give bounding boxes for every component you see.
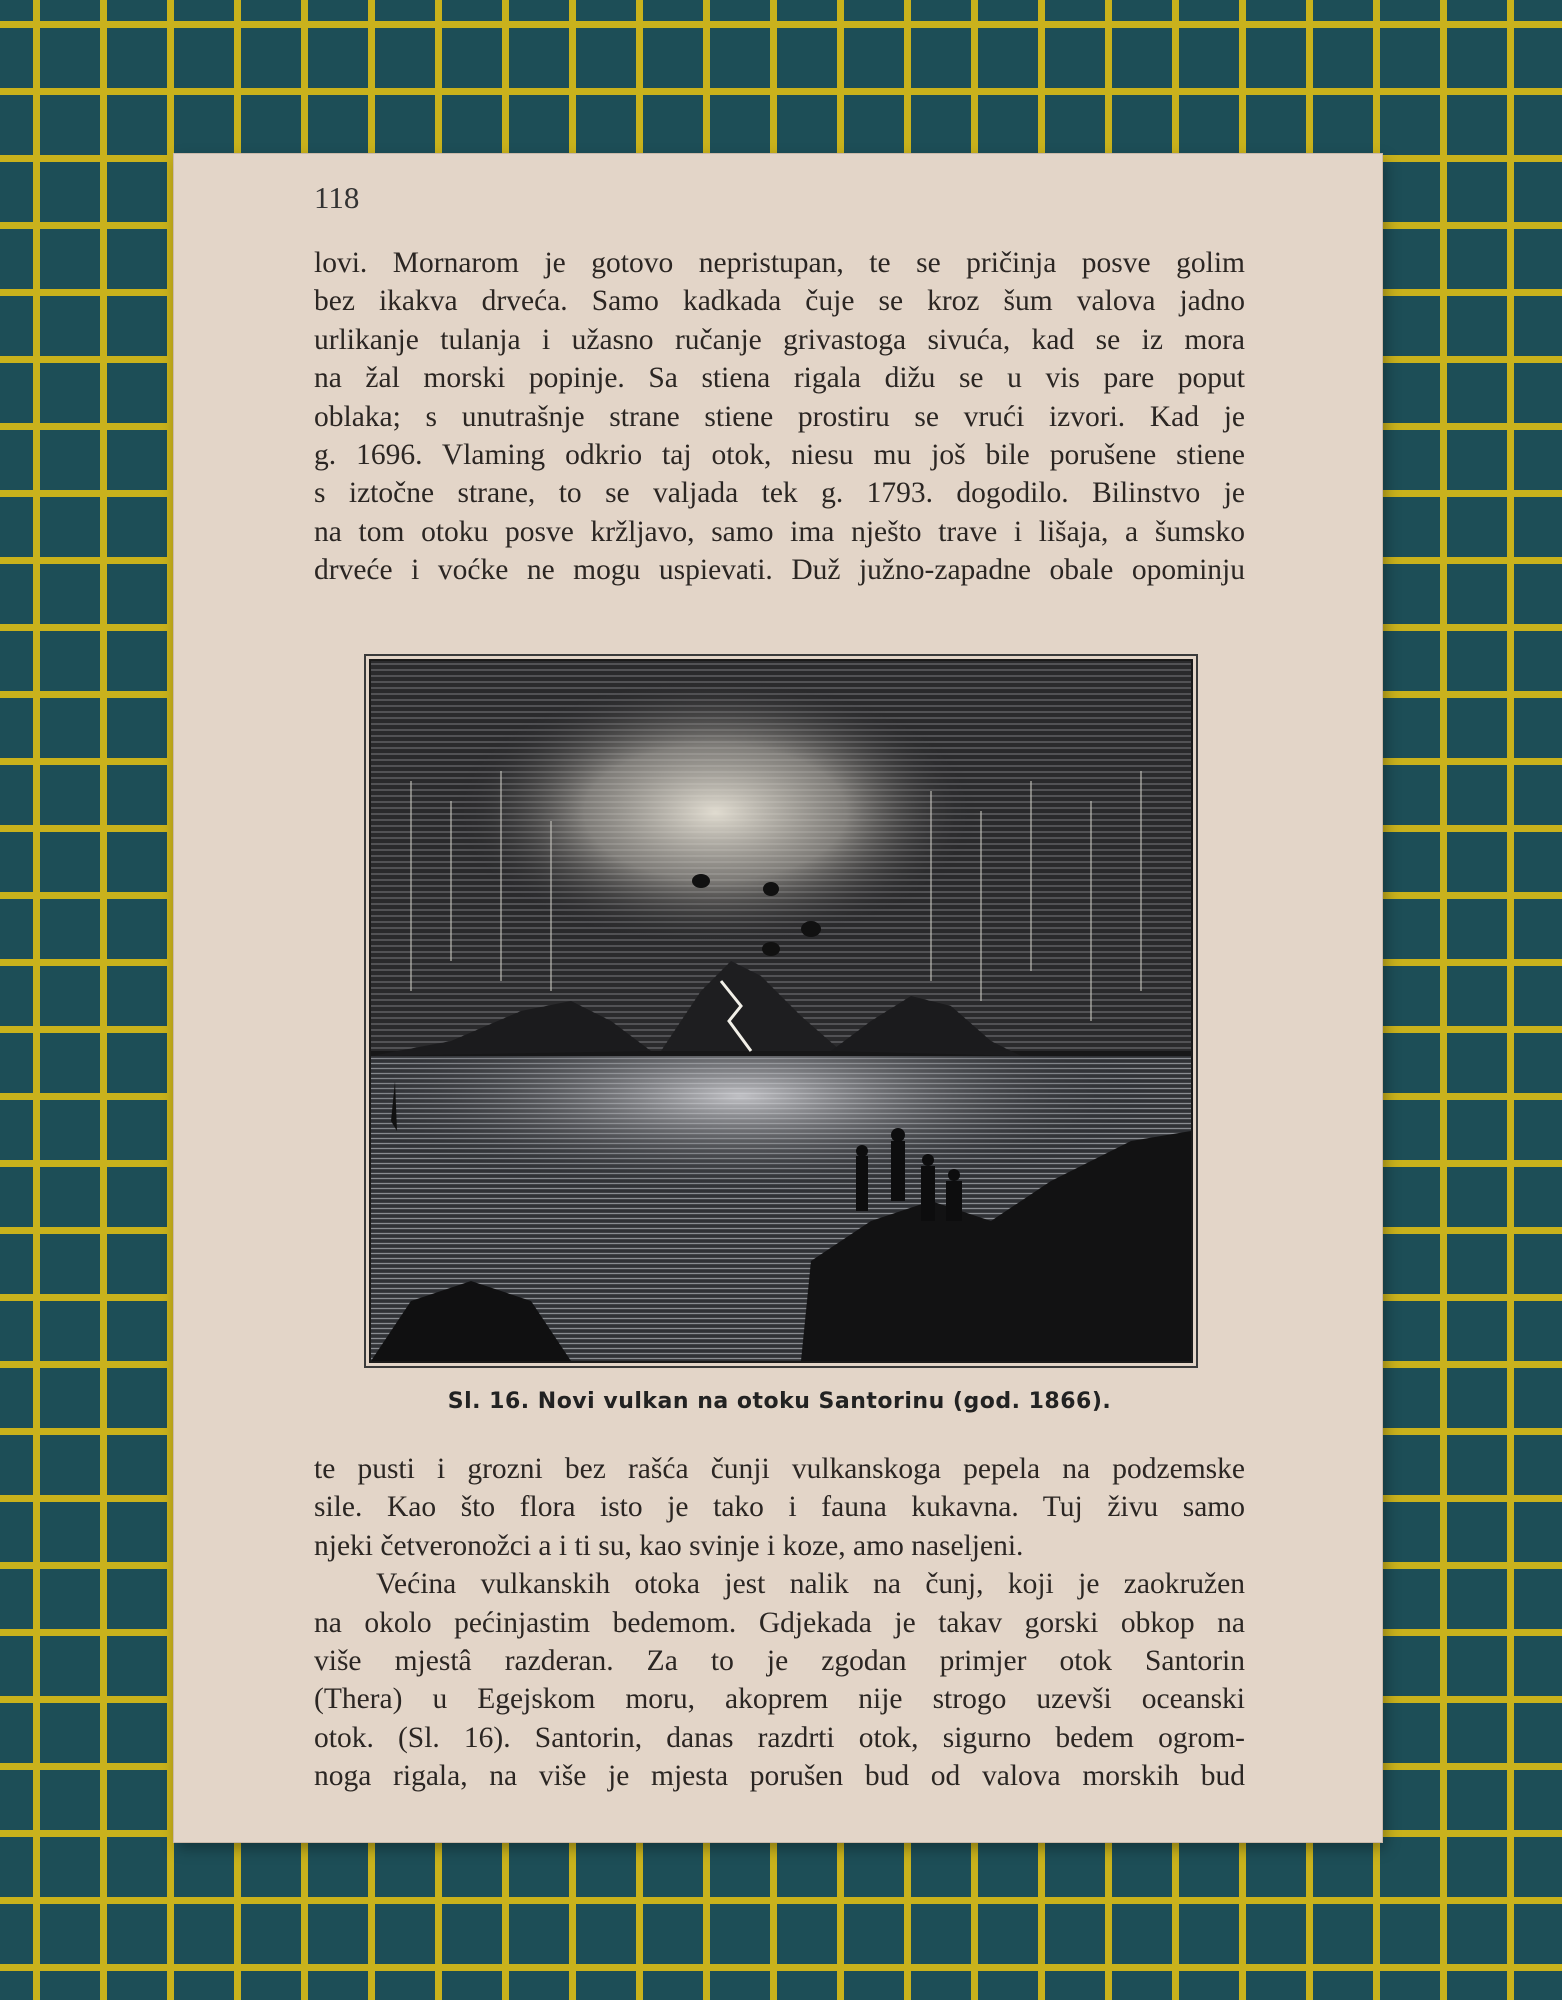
paragraph-top xyxy=(314,244,1245,590)
engraving-illustration xyxy=(371,661,1191,1361)
page-number: 118 xyxy=(314,180,360,215)
text-line: više mjestâ razderan. Za to je zgodan primjer otok Santorin xyxy=(314,1645,1245,1678)
book-page xyxy=(174,154,1382,1842)
text-line: te pusti i grozni bez rašća čunji vulkanskoga pepela na podzemske xyxy=(314,1453,1245,1485)
text-line: g. 1696. Vlaming odkrio taj otok, niesu mu još bile porušene stiene xyxy=(314,439,1245,472)
text-line: otok. (Sl. 16). Santorin, danas razdrti otok, sigurno bedem ogrom- xyxy=(314,1721,1245,1754)
text-line: s iztočne strane, to se valjada tek g. 1793. dogodilo. Bilinstvo je xyxy=(314,477,1245,510)
text-line: urlikanje tulanja i užasno ručanje grivastoga sivuća, kad se iz mora xyxy=(314,323,1245,356)
volcano-engraving xyxy=(369,659,1193,1363)
figure-caption: Sl. 16. Novi vulkan na otoku Santorinu (god. 1866). xyxy=(447,1389,1112,1414)
text-line: njeki četveronožci a i ti su, kao svinje i koze, amo naseljeni. xyxy=(314,1529,1024,1562)
text-line: noga rigala, na više je mjesta porušen bud od valova morskih bud xyxy=(314,1760,1245,1793)
text-line: na žal morski popinje. Sa stiena rigala dižu se u vis pare poput xyxy=(314,362,1245,395)
text-line: na tom otoku posve kržljavo, samo ima nješto trave i lišaja, a šumsko xyxy=(314,515,1245,548)
text-line: Većina vulkanskih otoka jest nalik na čunj, koji je zaokružen xyxy=(376,1568,1245,1601)
text-line: sile. Kao što flora isto je tako i fauna kukavna. Tuj živu samo xyxy=(314,1491,1245,1524)
text-line: (Thera) u Egejskom moru, akoprem nije strogo uzevši oceanski xyxy=(314,1683,1245,1716)
text-line: lovi. Mornarom je gotovo nepristupan, te se pričinja posve golim xyxy=(314,247,1245,279)
text-line: na okolo pećinjastim bedemom. Gdjekada je takav gorski obkop na xyxy=(314,1606,1245,1639)
text-line: drveće i voćke ne mogu uspievati. Duž južno-zapadne obale opominju xyxy=(314,554,1245,587)
text-line: oblaka; s unutrašnje strane stiene prostiru se vrući izvori. Kad je xyxy=(314,400,1245,433)
paragraph-bottom xyxy=(314,1450,1245,1796)
text-line: bez ikakva drveća. Samo kadkada čuje se kroz šum valova jadno xyxy=(314,285,1245,318)
